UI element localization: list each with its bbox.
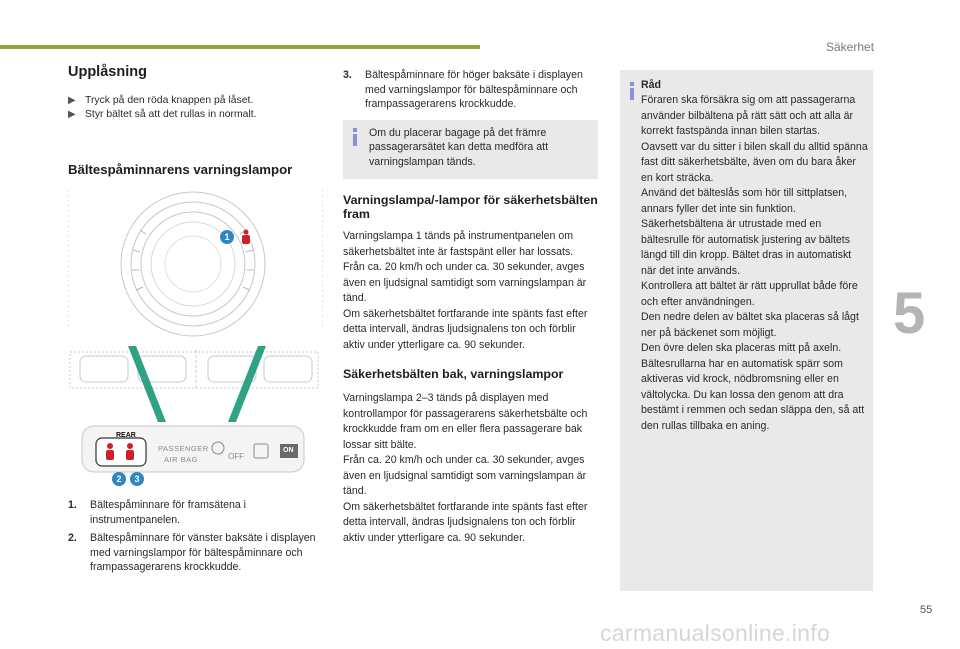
list-item: 1. Bältespåminnare för framsätena i instrumentpanelen.: [68, 499, 247, 526]
rear-lamps-text: Varningslampa 2–3 tänds på displayen med kontrollampor för passagerarens säkerhetsbälte och krockkudde fram om en eller flera passagerare bak lossar sitt bälte. Från ca. 20 km/h och under ca. 30 sekunder, avges även en ljudsignal samtidigt som varningslampan är tänd. Om säkerhetsbältet fortfarande inte spänts fast efter detta intervall, ändras ljudsignalens ton och förblir aktiv under ytterligare ca. 90 sekunder.: [343, 392, 588, 544]
arrow-bullet-icon: ▶: [68, 109, 76, 120]
info-icon: [628, 82, 640, 100]
column-middle: [343, 68, 598, 546]
advice-title: Råd: [641, 79, 662, 91]
advice-box: [620, 70, 873, 591]
chapter-number: 5: [893, 281, 926, 346]
column-left: [68, 64, 330, 177]
unlocking-step: ▶ Tryck på den röda knappen på låset.: [68, 95, 254, 106]
list-item: 3. Bältespåminnare för höger baksäte i displayen med varningslampor för bältespåminnare och frampassagerarens krockkudde.: [343, 69, 583, 110]
airbag-on-label: ON: [283, 447, 294, 454]
seatbelt-warning-figure: [68, 190, 323, 490]
passenger-label: PASSENGER: [158, 444, 209, 453]
callout-badge-1: 1: [220, 230, 234, 244]
seatbelt-warning-icon: [238, 229, 258, 245]
airbag-off-label: OFF: [228, 452, 244, 461]
advice-text: Föraren ska försäkra sig om att passagerarna använder bilbältena på rätt sätt och att alla är korrekt fastspända innan bilen startas. Oavsett var du sitter i bilen skall du alltid spänna fast ditt säkerhetsbälte, även om du bara åker en kort sträcka. Använd det bälteslås som hör till sittplatsen, annars fyller det inte sin funktion. Säkerhetsbältena är utrustade med en bältesrulle för automatisk justering av bältets längd till din kropp. Bältet dras in automatiskt när det inte används. Kontrollera att bältet är rätt upprullat både före och efter användningen. Den nedre delen av bältet ska placeras så lågt ner på bäckenet som möjligt. Den övre delen ska placeras mitt på axeln. Bältesrullarna har en automatisk spärr som aktiveras vid krock, nödbromsning eller en vältolycka. Du kan lossa den genom att dra bestämt i remmen och sedan släppa den, så att den rullas tillbaka en aning.: [641, 94, 868, 432]
rear-label: REAR: [116, 432, 136, 439]
callout-badge-3: 3: [130, 472, 144, 486]
warning-lamps-title: Bältespåminnarens varningslampor: [68, 162, 293, 177]
watermark: carmanualsonline.info: [600, 620, 831, 646]
info-icon: [351, 128, 363, 146]
luggage-note: Om du placerar bagage på det främre passagerarsätet kan detta medföra att varningslampan tänds.: [369, 126, 549, 168]
unlocking-step: ▶ Styr bältet så att det rullas in normalt.: [68, 109, 257, 120]
front-lamps-text: Varningslampa 1 tänds på instrumentpanelen om säkerhetsbältet inte är fastspänt eller har lossats. Från ca. 20 km/h och under ca. 30 sekunder, avges även en ljudsignal samtidigt som varningslampan är tänd. Om säkerhetsbältet fortfarande inte spänts fast efter detta intervall, ändras ljudsignalens ton och förblir aktiv under ytterligare ca. 90 sekunder.: [343, 230, 588, 351]
callout-badge-2: 2: [112, 472, 126, 486]
unlocking-title: Upplåsning: [68, 64, 147, 80]
list-item: 2. Bältespåminnare för vänster baksäte i displayen med varningslampor för bältespåminnare och frampassagerarens krockkudde.: [68, 532, 316, 573]
page-number: 55: [920, 604, 933, 616]
section-label: Säkerhet: [826, 40, 875, 54]
airbag-label: AIR BAG: [164, 455, 198, 464]
front-lamps-title: Varningslampa/-lampor för säkerhetsbälten fram: [343, 193, 598, 221]
header-accent-line: [0, 45, 480, 49]
numbered-list-part1: [68, 498, 323, 575]
luggage-info-box: [343, 120, 598, 180]
rear-lamps-title: Säkerhetsbälten bak, varningslampor: [343, 367, 564, 381]
arrow-bullet-icon: ▶: [68, 95, 76, 106]
